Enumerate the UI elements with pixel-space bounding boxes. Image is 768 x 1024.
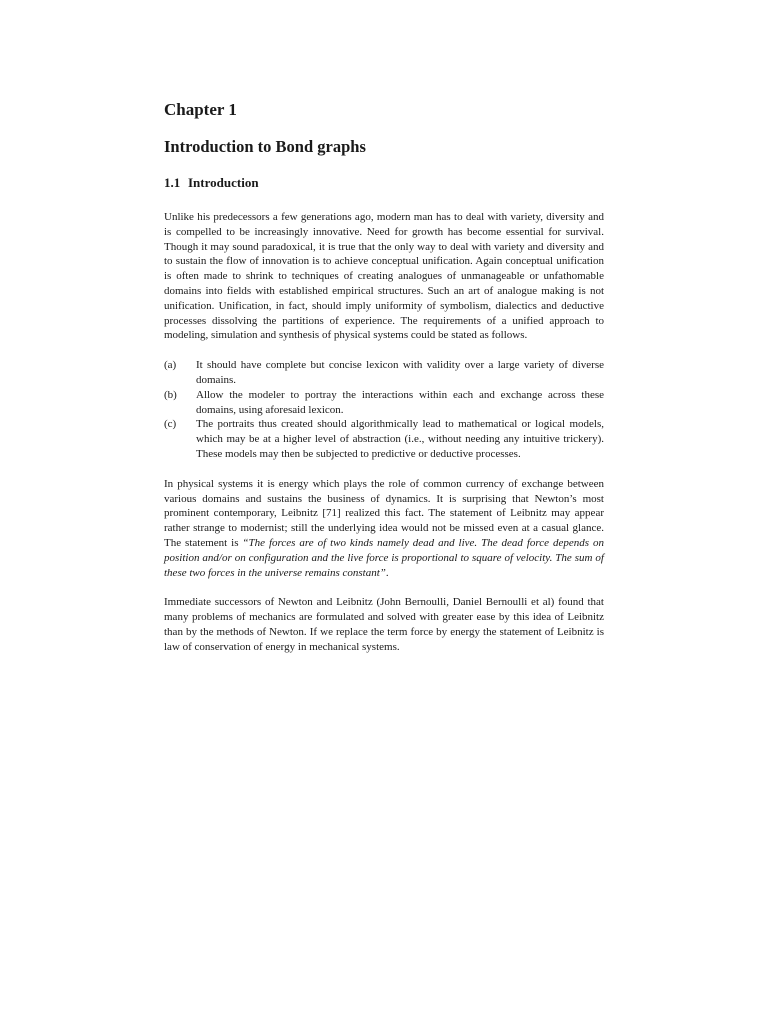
chapter-heading: Chapter 1	[164, 100, 237, 119]
document-page	[164, 98, 604, 670]
list-item-text: It should have complete but concise lexicon with validity over a large variety of diverse domains.	[196, 359, 604, 386]
paragraph-energy	[164, 477, 604, 581]
list-item	[164, 358, 604, 388]
requirements-list	[164, 358, 604, 462]
list-item-text: The portraits thus created should algorithmically lead to mathematical or logical models, which may be at a higher level of abstraction (i.e., without needing any intuitive trickery). These models may then be subjected to predictive or deductive processes.	[196, 418, 604, 460]
paragraph-intro: Unlike his predecessors a few generations ago, modern man has to deal with variety, diversity and is compelled to be increasingly innovative. Need for growth has become essential for survival. Though it may sound paradoxical, it is true that the only way to deal with variety and diversity and to sustain the flow of innovation is to achieve conceptual unification. Again conceptual unification is often made to shrink to techniques of creating analogues of unmanageable or unfathomable domains into fields with established empirical structures. Such an art of analogue making is not unification. Unification, in fact, should imply uniformity of symbolism, dialectics and deductive processes dissolving the partitions of experience. The requirements of a unified approach to modeling, simulation and synthesis of physical systems could be stated as follows.	[164, 211, 604, 342]
section-number: 1.1	[164, 175, 181, 190]
list-item	[164, 417, 604, 461]
list-item-label: (a)	[164, 359, 177, 372]
leibnitz-quote: “The forces are of two kinds namely dead and live. The dead force depends on position and/or on configuration and the live force is proportional to square of velocity. The sum of these two forces in the universe remains constant”	[164, 536, 604, 579]
paragraph-energy-text: In physical systems it is energy which plays the role of common currency of exchange between various domains and sustains the business of dynamics. It is surprising that Newton’s most prominent contemporary, Leibnitz [71] realized this fact. The statement of Leibnitz may appear rather strange to modernist; still the underlying idea would not be missed even at a casual glance. The statement is	[164, 477, 604, 549]
chapter-title: Introduction to Bond graphs	[164, 137, 366, 156]
list-item-label: (c)	[164, 418, 177, 431]
section-heading	[164, 173, 604, 193]
section-title: Introduction	[188, 175, 259, 190]
list-item-text: Allow the modeler to portray the interactions within each and exchange across these domains, using aforesaid lexicon.	[196, 388, 604, 416]
paragraph-successors: Immediate successors of Newton and Leibnitz (John Bernoulli, Daniel Bernoulli et al) found that many problems of mechanics are formulated and solved with greater ease by this idea of Leibnitz than by the methods of Newton. If we replace the term force by energy the statement of Leibnitz is law of conservation of energy in mechanical systems.	[164, 596, 604, 653]
paragraph-energy-end: .	[385, 566, 389, 579]
list-item	[164, 388, 604, 418]
list-item-label: (b)	[164, 388, 177, 401]
